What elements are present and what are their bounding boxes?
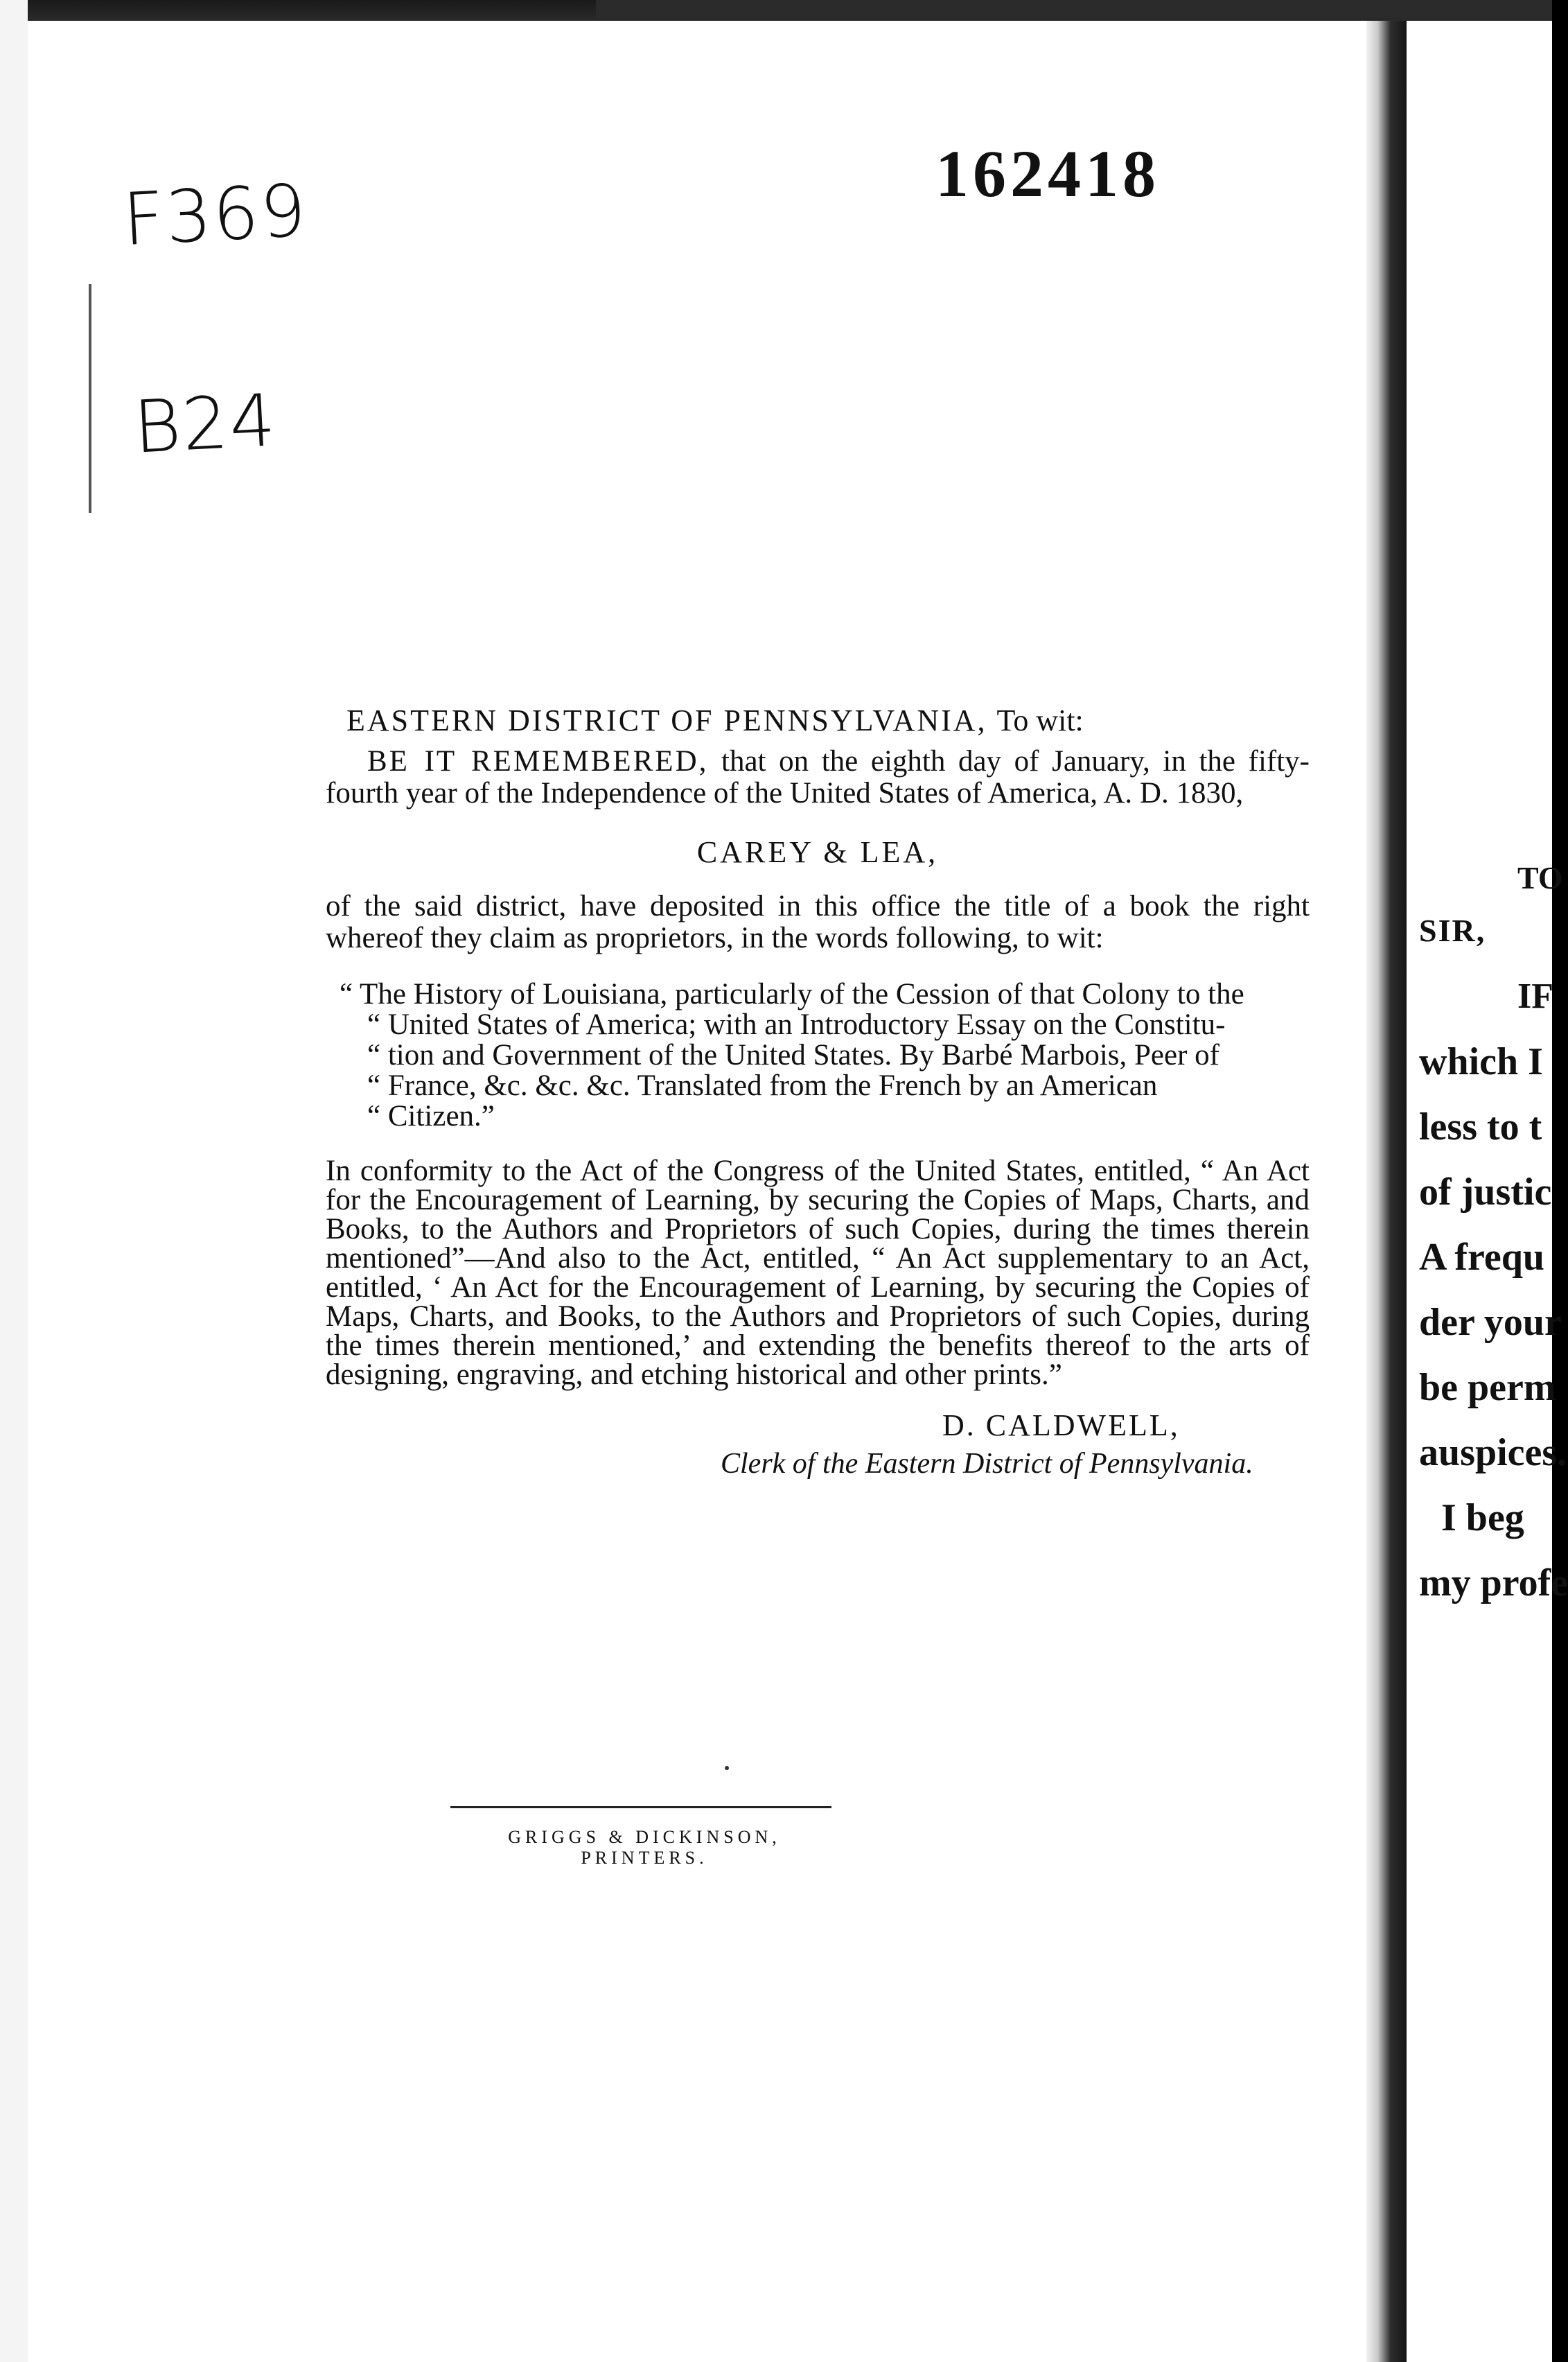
title-quote-line: “ The History of Louisiana, particularly of the Cession of that Colony to the — [340, 978, 1244, 1011]
facing-line: less to t — [1419, 1105, 1542, 1148]
title-quote-line: “ tion and Government of the United States. By Barbé Marbois, Peer of — [367, 1039, 1219, 1071]
ink-dot — [725, 1766, 729, 1770]
title-quote-line: “ Citizen.” — [367, 1100, 495, 1132]
facing-line: TO — [1517, 860, 1563, 895]
district-name: EASTERN DISTRICT OF PENNSYLVANIA, — [346, 703, 987, 737]
left-page-margin — [0, 0, 28, 2362]
call-number-line-1: F369 — [121, 168, 310, 263]
facing-line: be perm — [1419, 1366, 1556, 1409]
facing-line: A frequ — [1419, 1236, 1544, 1279]
to-wit: To wit: — [996, 703, 1084, 737]
district-heading — [346, 701, 1310, 740]
facing-line: der your — [1419, 1301, 1562, 1344]
left-margin-mark — [89, 284, 91, 513]
remembered-text: that on the eighth day of January, in the fifty-fourth year of the Independence of the United States of America, A. D. 1830, — [326, 745, 1310, 810]
printer-rule — [450, 1806, 831, 1808]
clerk-name: D. CALDWELL, — [942, 1408, 1180, 1442]
facing-line: of justic — [1419, 1171, 1552, 1214]
remembered-paragraph — [326, 746, 1310, 810]
deposit-paragraph: of the said district, have deposited in this office the title of a book the right whereof they claim as proprietors, in the words following, to wit: — [326, 890, 1310, 954]
gutter-shadow — [1366, 21, 1407, 2362]
facing-line: auspices. — [1419, 1431, 1567, 1474]
clerk-title: Clerk of the Eastern District of Pennsylvania. — [721, 1448, 1253, 1480]
top-binding-edge — [596, 0, 1552, 18]
facing-line: which I — [1419, 1040, 1543, 1083]
remembered-lead: BE IT REMEMBERED, — [367, 745, 709, 778]
accession-number: 162418 — [935, 137, 1160, 211]
title-quote-line: “ United States of America; with an Introductory Essay on the Constitu- — [367, 1008, 1226, 1041]
book-title-quote — [326, 979, 1310, 1132]
call-number-line-2: B24 — [131, 378, 279, 470]
facing-line: my profe — [1419, 1561, 1568, 1604]
copyright-notice — [326, 701, 1310, 1480]
facing-line: I beg — [1441, 1496, 1524, 1539]
facing-line: IF — [1517, 977, 1553, 1016]
handwritten-call-number — [114, 37, 327, 601]
facing-line: SIR, — [1419, 913, 1486, 948]
proprietor-name: CAREY & LEA, — [696, 835, 939, 869]
printers-imprint: GRIGGS & DICKINSON, PRINTERS. — [508, 1827, 781, 1868]
title-quote-line: “ France, &c. &c. &c. Translated from the French by an American — [367, 1069, 1158, 1102]
conformity-paragraph: In conformity to the Act of the Congress of the United States, entitled, “ An Act for the Encouragement of Learning, by securing the Copies of Maps, Charts, and Books, to the Authors and Proprietors of such Copies, during the times therein mentioned”—And also to the Act, entitled, “ An Act supplementary to an Act, entitled, ‘ An Act for the Encouragement of Learning, by securing the Copies of Maps, Charts, and Books, to the Authors and Proprietors of such Copies, during the times therein mentioned,’ and extending the benefits thereof to the arts of designing, engraving, and etching historical and other prints.” — [326, 1155, 1310, 1391]
